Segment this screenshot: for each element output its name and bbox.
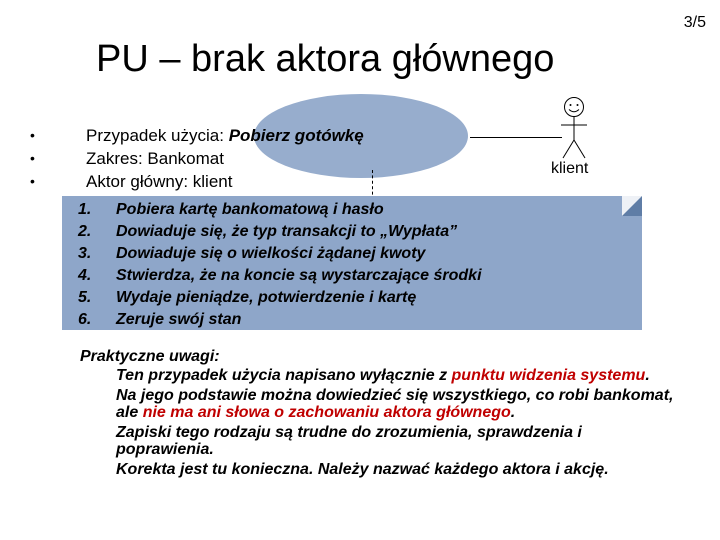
remark-text: .	[645, 367, 650, 384]
step-number: 6.	[78, 311, 92, 328]
actor-stick-figure-icon	[558, 96, 590, 160]
remark-paragraph	[116, 387, 676, 421]
remark-paragraph: Zapiski tego rodzaju są trudne do zrozumienia, sprawdzenia i poprawienia.	[116, 424, 582, 458]
step-number: 5.	[78, 289, 92, 306]
step-text: Dowiaduje się o wielkości żądanej kwoty	[116, 245, 426, 262]
step-text: Stwierdza, że na koncie są wystarczające środki	[116, 267, 482, 284]
bullet-dot-icon: •	[30, 127, 35, 143]
step-number: 3.	[78, 245, 92, 262]
bullet-dot-icon: •	[30, 150, 35, 166]
remark-paragraph	[116, 367, 676, 384]
step-text: Zeruje swój stan	[116, 311, 242, 328]
remark-highlight: punktu widzenia systemu	[451, 367, 646, 384]
remark-paragraph: Korekta jest tu konieczna. Należy nazwać każdego aktora i akcję.	[116, 461, 609, 478]
step-number: 1.	[78, 201, 92, 218]
practical-remarks	[80, 348, 700, 481]
step-number: 4.	[78, 267, 92, 284]
note-folded-corner	[622, 196, 642, 216]
step-text: Dowiaduje się, że typ transakcji to „Wypłata”	[116, 223, 458, 240]
remarks-heading: Praktyczne uwagi:	[80, 348, 220, 365]
remark-text: Ten przypadek użycia napisano wyłącznie z	[116, 367, 452, 384]
bullet-text	[86, 124, 364, 147]
slide-title: PU – brak aktora głównego	[96, 38, 555, 80]
bullet-text: Aktor główny: klient	[86, 172, 233, 191]
association-line	[470, 137, 562, 138]
step-text: Pobiera kartę bankomatową i hasło	[116, 201, 384, 218]
bullet-prefix: Przypadek użycia:	[86, 126, 229, 145]
actor-label: klient	[551, 160, 589, 177]
page-number: 3/5	[683, 14, 706, 31]
bullet-text: Zakres: Bankomat	[86, 149, 224, 168]
remark-text: .	[510, 404, 516, 421]
step-number: 2.	[78, 223, 92, 240]
step-text: Wydaje pieniądze, potwierdzenie i kartę	[116, 289, 417, 306]
bullet-dot-icon: •	[30, 173, 35, 189]
bullet-emphasis: Pobierz gotówkę	[228, 126, 364, 145]
remark-text: Na jego podstawie można dowiedzieć się wszystkiego, co robi bankomat, ale	[116, 387, 674, 421]
remark-highlight: nie ma ani słowa o zachowaniu aktora głównego	[142, 404, 511, 421]
